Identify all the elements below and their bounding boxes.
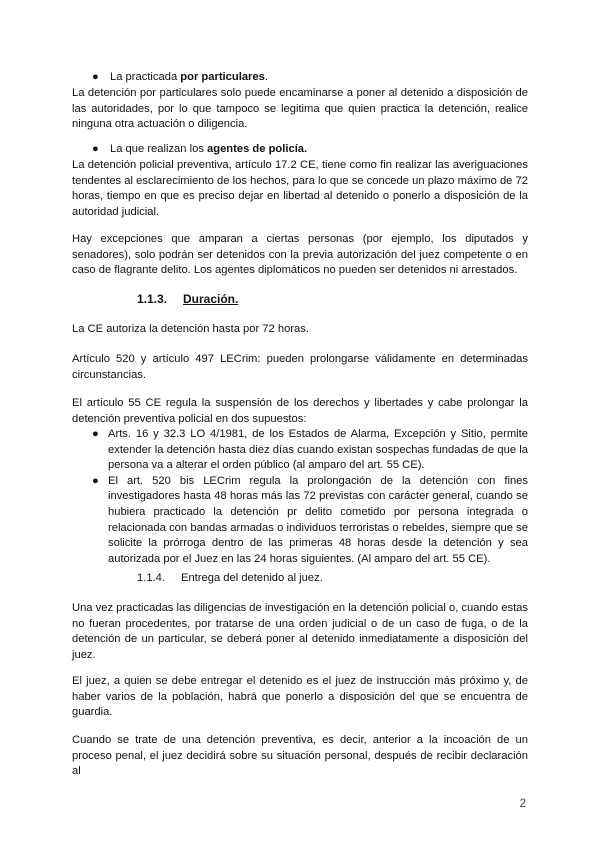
bullet-particulares: [92, 70, 268, 86]
list-item-text: El art. 520 bis LECrim regula la prolongación de la detención con fines investigadores hasta 48 horas más las 72 previstas con carácter general, cuando se hubiera practicado la detención pr delito cometido por persona integrada o relacionada con bandas armadas o individuos terroristas o rebeldes, siempre que se solicite la prórroga dentro de las primeras 48 horas desde la detención y sea autorizada por el Juez en las 24 horas siguientes. (Al amparo del art. 55 CE).: [108, 474, 528, 565]
section-number: 1.1.3.: [137, 292, 168, 306]
bullet-text-prefix: La practicada: [110, 71, 181, 83]
paragraph-entrega-2: El juez, a quien se debe entregar el detenido es el juez de instrucción más próximo y, de haber varios de la población, habrá que ponerlo a disposición del que se encuentra de guardia.: [72, 675, 528, 719]
bullet-text-bold: por particulares: [180, 71, 265, 83]
bullet-policia: [92, 142, 307, 158]
section-title: Duración.: [183, 292, 239, 306]
paragraph-policia: La detención policial preventiva, artículo 17.2 CE, tiene como fin realizar las averiguaciones tendentes al esclarecimiento de los hechos, para lo que se concede un plazo máximo de 72 horas, tiempo en que es preciso dejar en libertad al detenido o ponerlo a disposición de la autoridad judicial.: [72, 159, 528, 218]
page-number: 2: [519, 798, 526, 810]
list-item: [90, 427, 528, 474]
bullet-dot: ●: [92, 428, 99, 440]
list-item: [90, 474, 528, 568]
bullet-dot: ●: [92, 143, 99, 155]
bullet-text-bold: agentes de policía.: [207, 143, 308, 155]
bullet-text-prefix: La que realizan los: [110, 143, 208, 155]
paragraph-entrega-3: Cuando se trate de una detención preventiva, es decir, anterior a la incoación de un proceso penal, el juez decidirá sobre su situación personal, después de recibir declaración al: [72, 734, 528, 778]
section-heading-entrega: [137, 572, 323, 584]
bullet-text-suffix: .: [264, 71, 268, 83]
paragraph-entrega-1: Una vez practicadas las diligencias de investigación en la detención policial o, cuando estas no fueran procedentes, por tratarse de una orden judicial o de un caso de fuga, o de la detención de un particular, se deberá poner al detenido inmediatamente a disposición del juez.: [72, 602, 528, 661]
paragraph-duracion-1: La CE autoriza la detención hasta por 72 horas.: [72, 323, 309, 335]
bullet-dot: ●: [92, 71, 99, 83]
section-title: Entrega del detenido al juez.: [181, 572, 323, 584]
list-item-text: Arts. 16 y 32.3 LO 4/1981, de los Estados de Alarma, Excepción y Sitio, permite extender la detención hasta diez días cuando existan sospechas fundadas de que la persona va a alterar el orden público (al amparo del art. 55 CE).: [108, 428, 528, 472]
paragraph-particulares: La detención por particulares solo puede encaminarse a poner al detenido a disposición de las autoridades, por lo que tampoco se legitima que quien practica la detención, realice ninguna otra actuación o diligencia.: [72, 87, 528, 131]
section-number: 1.1.4.: [137, 572, 165, 584]
section-heading-duracion: [137, 292, 238, 306]
bullet-dot: ●: [92, 474, 99, 487]
paragraph-excepciones: Hay excepciones que amparan a ciertas personas (por ejemplo, los diputados y senadores), solo podrán ser detenidos con la previa autorización del juez competente o en caso de flagrante delito. Los agentes diplomáticos no pueden ser detenidos ni arrestados.: [72, 233, 528, 277]
paragraph-duracion-2: Artículo 520 y artículo 497 LECrim: pueden prolongarse válidamente en determinadas circunstancias.: [72, 353, 528, 381]
duracion-bullet-list: [90, 427, 528, 567]
paragraph-duracion-3: El artículo 55 CE regula la suspensión de los derechos y libertades y cabe prolongar la detención preventiva policial en dos supuestos:: [72, 397, 528, 425]
